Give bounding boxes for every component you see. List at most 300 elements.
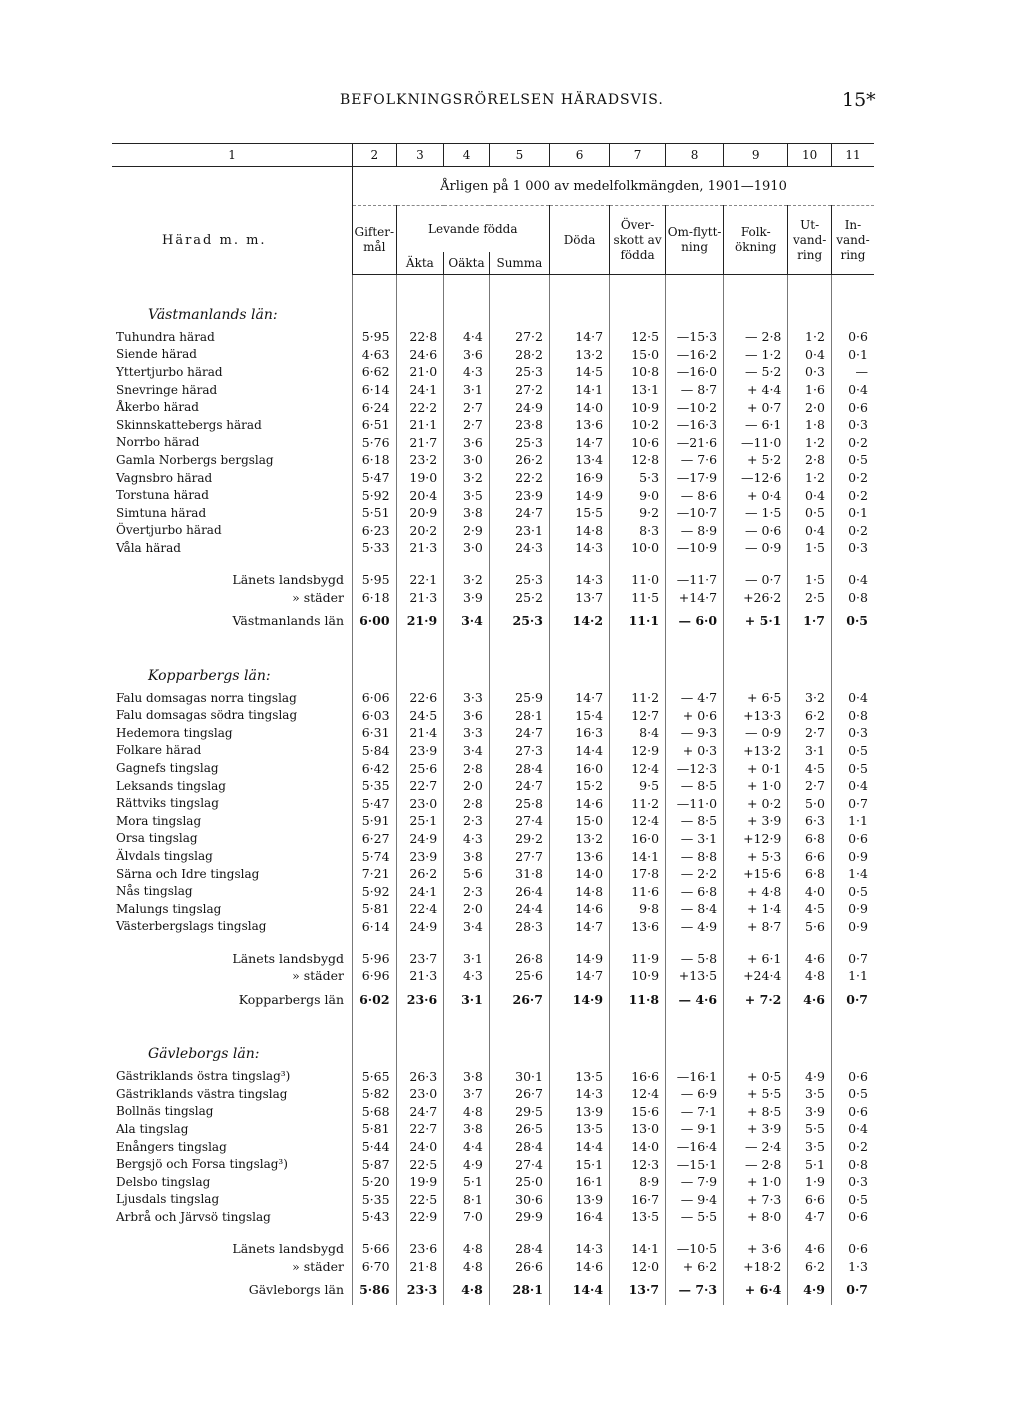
cell-col-9: — 1·5 [724,504,788,522]
cell-col-7: 14·1 [610,1240,666,1258]
row-label: Enångers tingslag [116,1139,227,1154]
cell-col-4: 2·3 [444,812,490,830]
oakta-header: Oäkta [444,252,490,275]
section-heading-row [112,1014,874,1067]
cell-col-4: 2·8 [444,759,490,777]
cell-col-9: + 7·3 [724,1191,788,1209]
cell-col-6: 14·8 [549,522,609,540]
cell-col-2: 5·35 [353,1191,397,1209]
cell-col-8: +14·7 [666,588,724,606]
cell-col-11: 0·4 [831,777,874,795]
cell-col-8: — 9·4 [666,1191,724,1209]
cell-col-6: 14·7 [549,918,609,936]
cell-col-2: 6·24 [353,398,397,416]
cell-col-11: 0·4 [831,689,874,707]
cell-col-2: 6·02 [353,984,397,1014]
section-title: Gävleborgs län: [148,1046,260,1063]
table-row [112,522,874,540]
cell-col-2: 5·82 [353,1085,397,1103]
levande-fodda-header: Levande födda [396,206,549,253]
cell-col-5: 27·2 [489,381,549,399]
cell-col-8: — 9·1 [666,1120,724,1138]
cell-col-7: 13·5 [610,1208,666,1226]
cell-col-2: 5·81 [353,1120,397,1138]
column-number: 8 [666,144,724,167]
cell-col-6: 16·4 [549,1208,609,1226]
cell-col-8: — 6·9 [666,1085,724,1103]
cell-col-11: 0·6 [831,328,874,346]
row-label: Folkare härad [116,743,202,758]
cell-col-3: 24·0 [396,1138,444,1156]
cell-col-4: 8·1 [444,1191,490,1209]
cell-col-2: 6·31 [353,724,397,742]
cell-col-2: 5·74 [353,847,397,865]
cell-col-11: 1·1 [831,967,874,985]
cell-col-2: 6·00 [353,606,397,636]
cell-col-7: 12·5 [610,328,666,346]
row-label: Våla härad [116,540,181,555]
cell-col-10: 5·6 [788,918,832,936]
cell-col-7: 11·2 [610,689,666,707]
omflyttning-header: Om-flytt-ning [666,206,724,275]
cell-col-8: — 7·6 [666,451,724,469]
row-label: Simtuna härad [116,505,207,520]
cell-col-7: 10·9 [610,398,666,416]
cell-col-9: +24·4 [724,967,788,985]
cell-col-4: 4·8 [444,1257,490,1275]
cell-col-7: 10·6 [610,434,666,452]
row-label: Tuhundra härad [116,329,215,344]
cell-col-6: 14·4 [549,1138,609,1156]
cell-col-9: +15·6 [724,865,788,883]
cell-col-10: 0·3 [788,363,832,381]
cell-col-5: 24·7 [489,777,549,795]
table-row [112,724,874,742]
cell-col-10: 3·5 [788,1138,832,1156]
cell-col-10: 2·7 [788,777,832,795]
table-row [112,504,874,522]
cell-col-7: 11·6 [610,882,666,900]
cell-col-9: — 5·2 [724,363,788,381]
cell-col-4: 4·3 [444,830,490,848]
cell-col-10: 6·2 [788,707,832,725]
cell-col-5: 26·6 [489,1257,549,1275]
cell-col-6: 16·3 [549,724,609,742]
cell-col-2: 6·18 [353,588,397,606]
cell-col-4: 2·9 [444,522,490,540]
cell-col-7: 13·1 [610,381,666,399]
cell-col-3: 19·0 [396,469,444,487]
cell-col-5: 25·3 [489,434,549,452]
cell-col-8: —16·1 [666,1067,724,1085]
row-label: Rättviks tingslag [116,796,219,811]
column-number: 2 [353,144,397,167]
cell-col-4: 2·7 [444,398,490,416]
cell-col-7: 12·8 [610,451,666,469]
cell-col-4: 2·0 [444,900,490,918]
cell-col-5: 27·4 [489,812,549,830]
cell-col-11: 0·3 [831,724,874,742]
cell-col-3: 22·5 [396,1155,444,1173]
table-row [112,416,874,434]
cell-col-5: 25·2 [489,588,549,606]
cell-col-8: —16·3 [666,416,724,434]
cell-col-11: 0·5 [831,451,874,469]
cell-col-7: 10·0 [610,539,666,557]
cell-col-11: 0·2 [831,486,874,504]
table-row [112,434,874,452]
cell-col-7: 12·4 [610,1085,666,1103]
cell-col-10: 1·5 [788,539,832,557]
cell-col-5: 27·7 [489,847,549,865]
cell-col-9: + 1·0 [724,1173,788,1191]
row-label: Västerbergslags tingslag [116,919,267,934]
row-label: Torstuna härad [116,488,209,503]
cell-col-3: 23·9 [396,742,444,760]
row-label: Yttertjurbo härad [116,364,223,379]
cell-col-5: 25·0 [489,1173,549,1191]
cell-col-10: 4·8 [788,967,832,985]
cell-col-8: —16·0 [666,363,724,381]
cell-col-8: — 5·8 [666,949,724,967]
cell-col-4: 3·1 [444,984,490,1014]
cell-col-7: 10·2 [610,416,666,434]
cell-col-7: 8·9 [610,1173,666,1191]
cell-col-10: 4·9 [788,1275,832,1305]
cell-col-3: 21·0 [396,363,444,381]
cell-col-4: 4·9 [444,1155,490,1173]
table-row [112,1120,874,1138]
cell-col-11: 1·1 [831,812,874,830]
cell-col-2: 5·65 [353,1067,397,1085]
cell-col-6: 14·7 [549,967,609,985]
row-label: Älvdals tingslag [116,849,213,864]
cell-col-10: 6·2 [788,1257,832,1275]
cell-col-9: + 0·5 [724,1067,788,1085]
cell-col-7: 15·6 [610,1103,666,1121]
cell-col-5: 27·4 [489,1155,549,1173]
row-label: Gästriklands östra tingslag³) [116,1069,291,1084]
cell-col-3: 22·6 [396,689,444,707]
cell-col-7: 11·1 [610,606,666,636]
cell-col-8: —16·2 [666,346,724,364]
cell-col-9: — 2·8 [724,1155,788,1173]
table-row [112,1085,874,1103]
row-label: Länets landsbygd [232,572,345,588]
cell-col-11: 0·5 [831,759,874,777]
cell-col-3: 23·6 [396,984,444,1014]
cell-col-8: — 4·9 [666,918,724,936]
cell-col-8: — 2·2 [666,865,724,883]
cell-col-2: 5·47 [353,794,397,812]
cell-col-8: — 8·9 [666,522,724,540]
statistics-table [112,143,874,1305]
cell-col-6: 14·2 [549,606,609,636]
table-row [112,451,874,469]
cell-col-4: 3·1 [444,949,490,967]
cell-col-6: 14·7 [549,328,609,346]
cell-col-6: 15·5 [549,504,609,522]
cell-col-6: 14·7 [549,689,609,707]
cell-col-5: 28·1 [489,707,549,725]
table-row [112,1191,874,1209]
cell-col-4: 3·3 [444,689,490,707]
row-label: Arbrå och Järvsö tingslag [116,1209,271,1224]
cell-col-5: 28·4 [489,759,549,777]
cell-col-7: 8·4 [610,724,666,742]
cell-col-7: 11·0 [610,571,666,589]
cell-col-4: 3·1 [444,381,490,399]
cell-col-6: 14·6 [549,1257,609,1275]
cell-col-7: 13·7 [610,1275,666,1305]
cell-col-4: 3·6 [444,434,490,452]
cell-col-11: 0·8 [831,707,874,725]
cell-col-2: 5·91 [353,812,397,830]
cell-col-9: + 0·1 [724,759,788,777]
cell-col-7: 11·5 [610,588,666,606]
cell-col-11: 0·2 [831,434,874,452]
cell-col-11: 0·3 [831,539,874,557]
row-label: Gävleborgs län [248,1282,345,1298]
cell-col-6: 14·5 [549,363,609,381]
cell-col-8: — 7·1 [666,1103,724,1121]
cell-col-9: + 0·7 [724,398,788,416]
cell-col-5: 25·3 [489,606,549,636]
cell-col-2: 7·21 [353,865,397,883]
cell-col-11: 0·2 [831,469,874,487]
cell-col-5: 27·3 [489,742,549,760]
section-title: Kopparbergs län: [148,667,271,684]
row-label: Falu domsagas södra tingslag [116,708,298,723]
cell-col-9: +12·9 [724,830,788,848]
cell-col-3: 21·7 [396,434,444,452]
table-row [112,1208,874,1226]
cell-col-9: + 3·6 [724,1240,788,1258]
cell-col-6: 15·0 [549,812,609,830]
cell-col-6: 16·9 [549,469,609,487]
folkokning-header: Folk-ökning [724,206,788,275]
cell-col-7: 11·8 [610,984,666,1014]
cell-col-2: 5·33 [353,539,397,557]
cell-col-7: 12·4 [610,812,666,830]
cell-col-3: 21·8 [396,1257,444,1275]
cell-col-6: 16·1 [549,1173,609,1191]
row-label: » städer [292,968,345,984]
cell-col-4: 2·8 [444,794,490,812]
cell-col-11: 1·4 [831,865,874,883]
cell-col-7: 9·5 [610,777,666,795]
cell-col-4: 3·4 [444,742,490,760]
cell-col-10: 5·1 [788,1155,832,1173]
cell-col-5: 25·3 [489,363,549,381]
summa-header: Summa [489,252,549,275]
cell-col-8: — 3·1 [666,830,724,848]
table-row [112,830,874,848]
page-header [0,89,1024,116]
cell-col-2: 5·51 [353,504,397,522]
cell-col-3: 21·3 [396,539,444,557]
table-row [112,381,874,399]
cell-col-11: 0·8 [831,588,874,606]
cell-col-2: 6·03 [353,707,397,725]
cell-col-6: 14·6 [549,900,609,918]
cell-col-8: — 4·7 [666,689,724,707]
cell-col-2: 6·06 [353,689,397,707]
cell-col-10: 0·5 [788,504,832,522]
table-row [112,759,874,777]
cell-col-5: 31·8 [489,865,549,883]
cell-col-2: 5·92 [353,882,397,900]
cell-col-6: 13·6 [549,416,609,434]
cell-col-6: 14·0 [549,865,609,883]
row-label: Hedemora tingslag [116,725,233,740]
cell-col-7: 16·7 [610,1191,666,1209]
row-label: Snevringe härad [116,382,218,397]
cell-col-9: — 0·9 [724,724,788,742]
cell-col-10: 1·7 [788,606,832,636]
cell-col-6: 14·0 [549,398,609,416]
cell-col-2: 5·84 [353,742,397,760]
cell-col-11: 0·6 [831,1067,874,1085]
cell-col-10: 5·0 [788,794,832,812]
cell-col-7: 10·9 [610,967,666,985]
county-total-row [112,984,874,1014]
invandring-header: In-vand-ring [831,206,874,275]
cell-col-2: 6·14 [353,918,397,936]
column-number: 11 [831,144,874,167]
giftermal-header: Gifter-mål [353,206,397,275]
cell-col-2: 5·96 [353,949,397,967]
cell-col-9: — 2·4 [724,1138,788,1156]
cell-col-6: 14·6 [549,794,609,812]
row-label: Siende härad [116,347,197,362]
cell-col-10: 0·4 [788,486,832,504]
cell-col-6: 15·2 [549,777,609,795]
period-label: Årligen på 1 000 av medelfolkmängden, 1901—1910 [353,167,874,206]
cell-col-7: 15·0 [610,346,666,364]
cell-col-9: +13·2 [724,742,788,760]
cell-col-9: —12·6 [724,469,788,487]
row-label: Bollnäs tingslag [116,1104,214,1119]
cell-col-10: 2·8 [788,451,832,469]
cell-col-8: —21·6 [666,434,724,452]
cell-col-11: 0·7 [831,949,874,967]
row-label: Kopparbergs län [238,991,345,1007]
cell-col-8: — 9·3 [666,724,724,742]
cell-col-2: 6·14 [353,381,397,399]
cell-col-5: 27·2 [489,328,549,346]
row-label: Delsbo tingslag [116,1174,211,1189]
cell-col-3: 23·7 [396,949,444,967]
cell-col-4: 2·7 [444,416,490,434]
cell-col-8: — 8·8 [666,847,724,865]
cell-col-8: —10·5 [666,1240,724,1258]
table-row [112,794,874,812]
cell-col-10: 3·5 [788,1085,832,1103]
row-label: Åkerbo härad [116,400,199,415]
cell-col-4: 3·7 [444,1085,490,1103]
cell-col-7: 14·0 [610,1138,666,1156]
cell-col-9: — 2·8 [724,328,788,346]
cell-col-2: 6·70 [353,1257,397,1275]
row-label: Norrbo härad [116,435,200,450]
cell-col-2: 5·95 [353,571,397,589]
column-number: 10 [788,144,832,167]
cell-col-11: 0·7 [831,1275,874,1305]
cell-col-4: 4·8 [444,1275,490,1305]
cell-col-6: 14·9 [549,486,609,504]
cell-col-5: 30·6 [489,1191,549,1209]
cell-col-9: + 5·2 [724,451,788,469]
cell-col-3: 22·8 [396,328,444,346]
cell-col-7: 14·1 [610,847,666,865]
table-row [112,1103,874,1121]
county-total-row [112,1275,874,1305]
cell-col-10: 4·7 [788,1208,832,1226]
cell-col-3: 24·1 [396,882,444,900]
cell-col-10: 4·5 [788,900,832,918]
row-label: Länets landsbygd [232,950,345,966]
cell-col-4: 3·8 [444,1120,490,1138]
cell-col-6: 14·1 [549,381,609,399]
cell-col-5: 28·2 [489,346,549,364]
cell-col-5: 24·4 [489,900,549,918]
table-row [112,469,874,487]
cell-col-9: — 0·9 [724,539,788,557]
cell-col-2: 5·95 [353,328,397,346]
cell-col-8: —10·9 [666,539,724,557]
table-row [112,398,874,416]
cell-col-11: 0·3 [831,416,874,434]
table-row [112,865,874,883]
cell-col-2: 5·86 [353,1275,397,1305]
cell-col-11: 0·5 [831,742,874,760]
cell-col-3: 22·5 [396,1191,444,1209]
cell-col-3: 23·2 [396,451,444,469]
period-row [112,167,874,206]
cell-col-6: 14·3 [549,571,609,589]
row-label: Malungs tingslag [116,901,222,916]
cell-col-3: 23·9 [396,847,444,865]
cell-col-9: — 0·6 [724,522,788,540]
column-number: 1 [112,144,353,167]
cell-col-7: 17·8 [610,865,666,883]
cell-col-2: 6·62 [353,363,397,381]
cell-col-8: — 8·5 [666,812,724,830]
cell-col-4: 5·1 [444,1173,490,1191]
cell-col-10: 1·9 [788,1173,832,1191]
subtotal-row [112,588,874,606]
cell-col-10: 2·5 [788,588,832,606]
cell-col-2: 5·87 [353,1155,397,1173]
cell-col-5: 23·9 [489,486,549,504]
cell-col-6: 13·2 [549,830,609,848]
cell-col-4: 3·4 [444,606,490,636]
row-label: Övertjurbo härad [116,523,222,538]
cell-col-7: 12·4 [610,759,666,777]
cell-col-9: + 5·5 [724,1085,788,1103]
cell-col-9: — 6·1 [724,416,788,434]
cell-col-4: 3·4 [444,918,490,936]
cell-col-5: 25·6 [489,967,549,985]
cell-col-10: 0·4 [788,522,832,540]
cell-col-9: — 1·2 [724,346,788,364]
table-row [112,328,874,346]
cell-col-8: —15·1 [666,1155,724,1173]
cell-col-2: 5·76 [353,434,397,452]
row-label: Länets landsbygd [232,1241,345,1257]
cell-col-10: 0·4 [788,346,832,364]
